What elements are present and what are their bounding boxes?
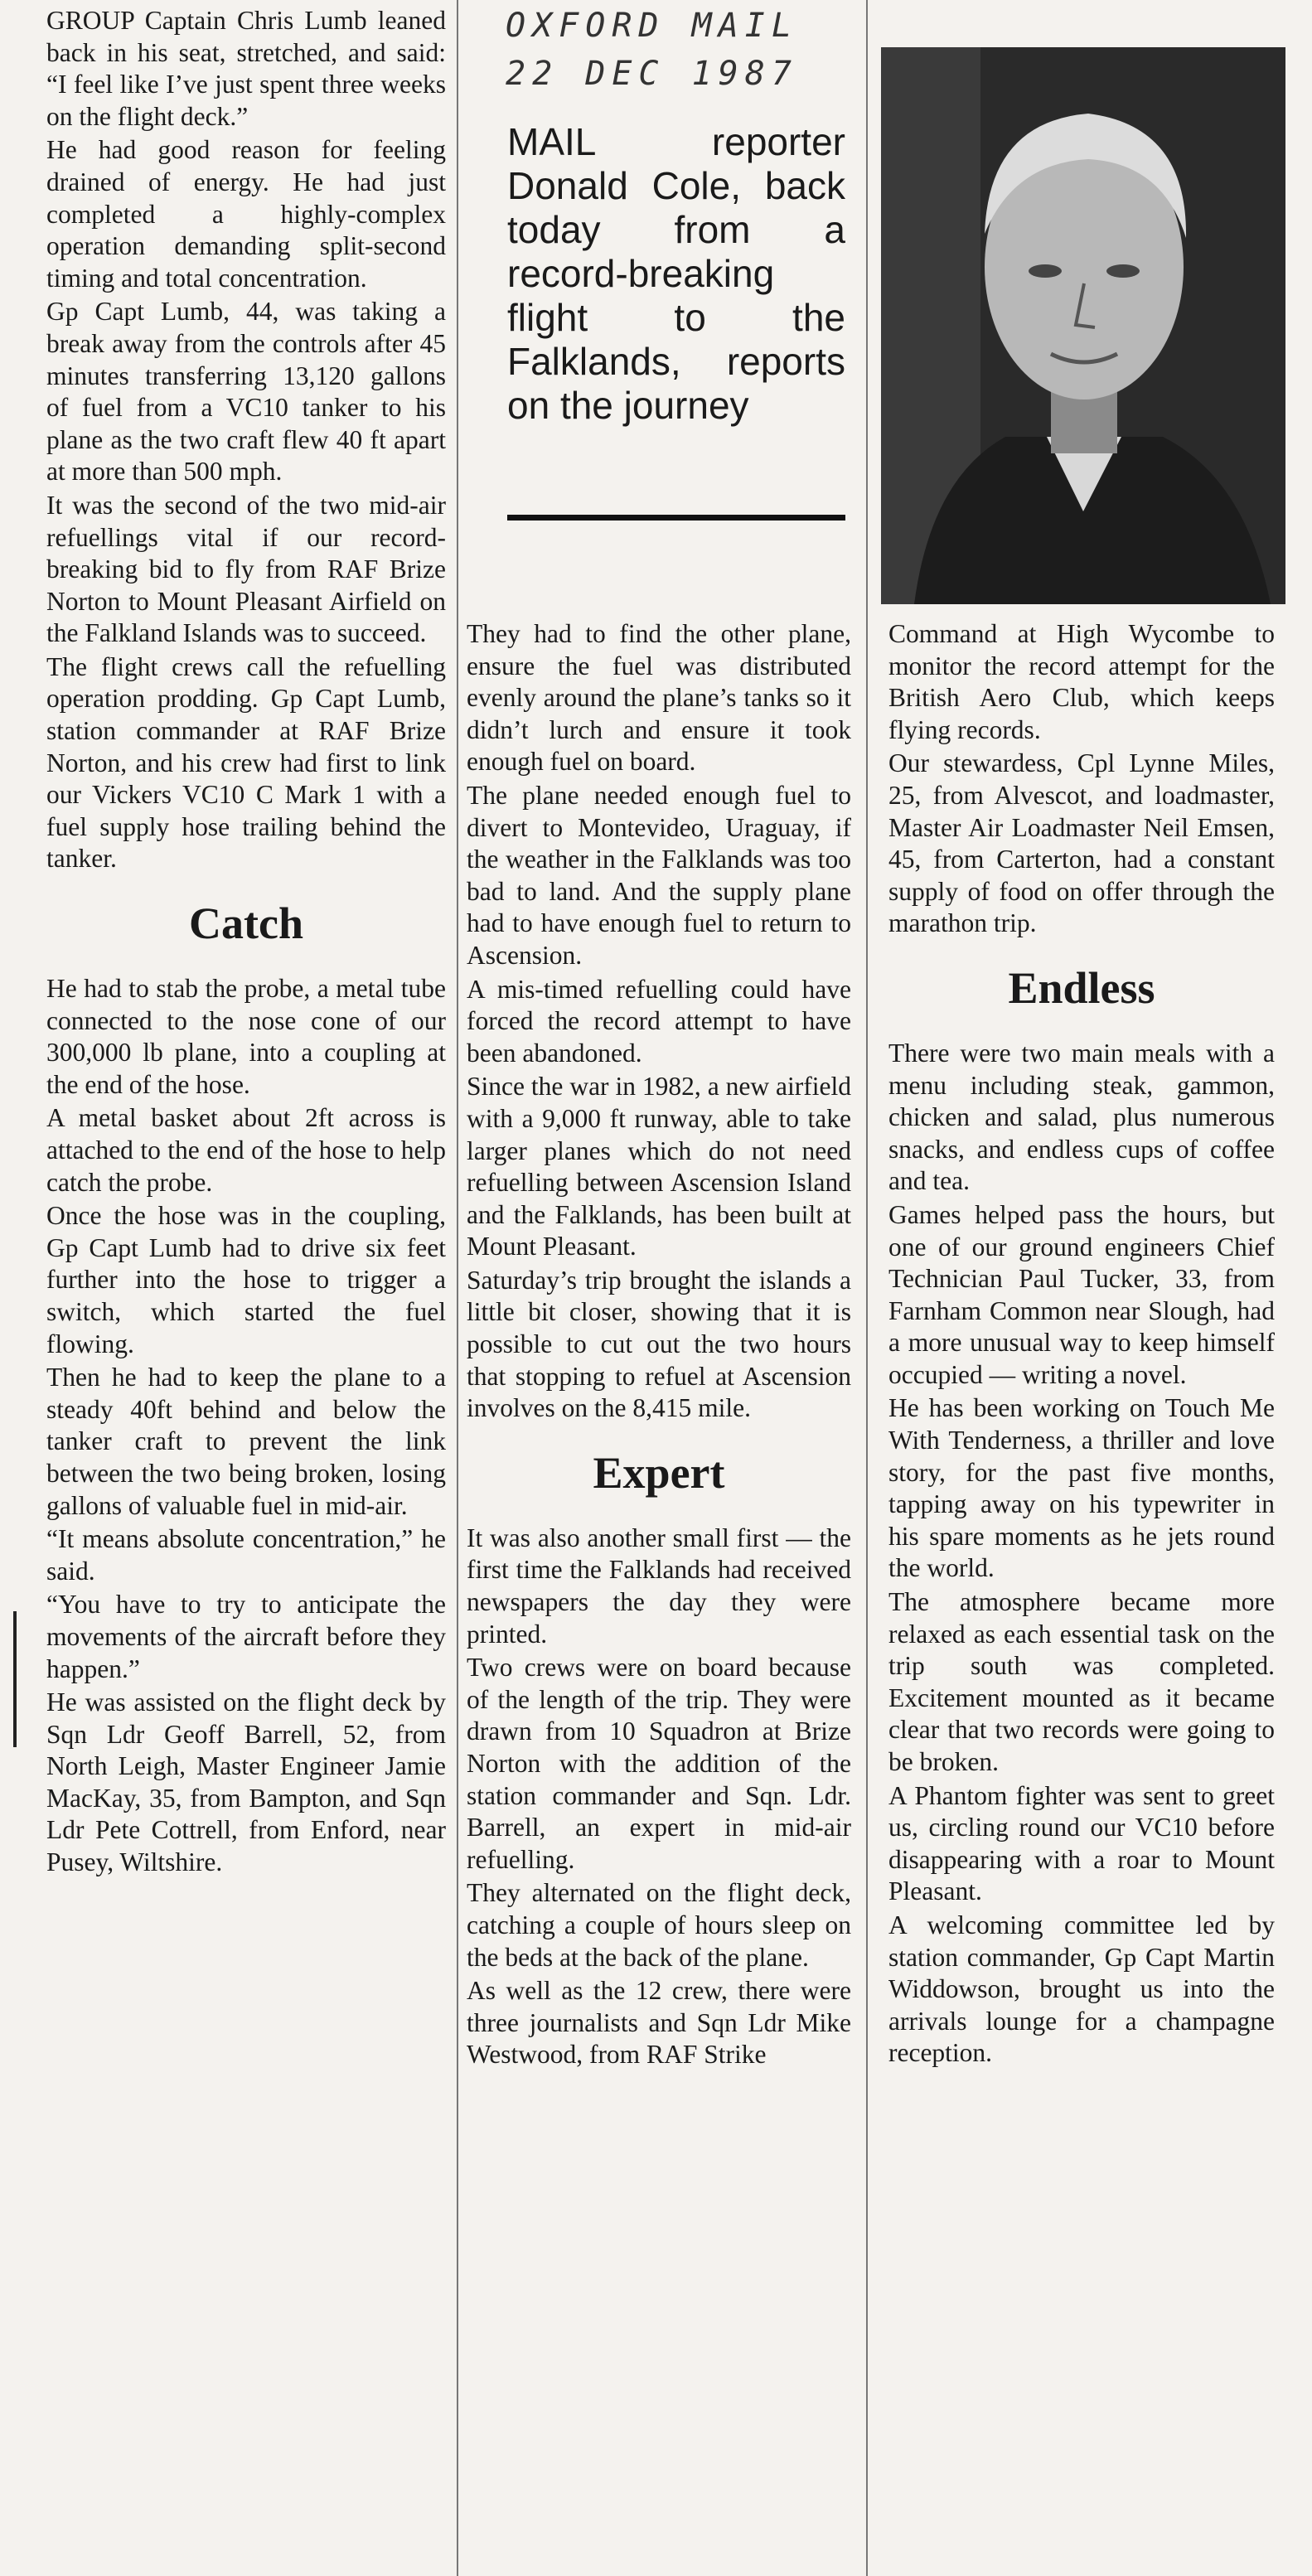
paragraph: Since the war in 1982, a new airfield with a 9,000 ft runway, able to take larger planes which do not need refuelling between Ascension Island and the Falklands, has been built at Mount Pleasant. bbox=[467, 1072, 851, 1261]
paragraph: He has been working on Touch Me With Tenderness, a thriller and love story, for the past five months, tapping away on his typewriter in his spare moments as he jets round the world. bbox=[888, 1393, 1275, 1583]
paragraph: GROUP Captain Chris Lumb leaned back in his seat, stretched, and said: “I feel like I’ve just spent three weeks on the flight deck.” bbox=[46, 6, 446, 131]
paragraph: Two crews were on board because of the length of the trip. They were drawn from 10 Squadron at Brize Norton with the addition of the station commander and Sqn. Ldr. Barrell, an expert in mid-air refuelling. bbox=[467, 1653, 851, 1874]
column-2 bbox=[467, 618, 851, 2071]
handwritten-source: OXFORD MAIL bbox=[506, 7, 798, 45]
handwritten-annotation bbox=[506, 2, 862, 98]
column-rule-left bbox=[457, 0, 458, 2576]
standfirst: MAIL reporter Donald Cole, back today from a record-breaking flight to the Falklands, reports on the journey bbox=[507, 120, 845, 521]
paragraph: It was also another small first — the first time the Falklands had received newspapers the day they were printed. bbox=[467, 1523, 851, 1649]
column-rule-right bbox=[866, 0, 868, 2576]
portrait-image bbox=[881, 47, 1285, 604]
paragraph: The plane needed enough fuel to divert to Montevideo, Uraguay, if the weather in the Falklands was too bad to land. And the supply plane had to have enough fuel to return to Ascension. bbox=[467, 780, 851, 970]
paragraph: A metal basket about 2ft across is attached to the end of the hose to help catch the probe. bbox=[46, 1103, 446, 1197]
paragraph: He had to stab the probe, a metal tube connected to the nose cone of our 300,000 lb plane, into a coupling at the end of the hose. bbox=[46, 974, 446, 1099]
handwritten-date: 22 DEC 1987 bbox=[506, 55, 798, 93]
reporter-photo bbox=[881, 47, 1285, 604]
paragraph: There were two main meals with a menu including steak, gammon, chicken and salad, plus numerous snacks, and endless cups of coffee and tea. bbox=[888, 1038, 1275, 1196]
paragraph: A Phantom fighter was sent to greet us, circling round our VC10 before disappearing with a roar to Mount Pleasant. bbox=[888, 1780, 1275, 1906]
paragraph: “You have to try to anticipate the movements of the aircraft before they happen.” bbox=[46, 1590, 446, 1683]
paragraph: Our stewardess, Cpl Lynne Miles, 25, from Alvescot, and loadmaster, Master Air Loadmaster Neil Emsen, 45, from Carterton, had a constant supply of food on offer through the marathon trip. bbox=[888, 748, 1275, 938]
paragraph: They had to find the other plane, ensure the fuel was distributed evenly around the plane’s tanks so it didn’t lurch and ensure it took enough fuel on board. bbox=[467, 619, 851, 777]
subheading-expert: Expert bbox=[593, 1447, 725, 1498]
paragraph: Gp Capt Lumb, 44, was taking a break away from the controls after 45 minutes transferring 13,120 gallons of fuel from a VC10 tanker to his plane as the two craft flew 40 ft apart at more than 500 mph. bbox=[46, 297, 446, 487]
paragraph: Games helped pass the hours, but one of our ground engineers Chief Technician Paul Tucker, 33, from Farnham Common near Slough, had a more unusual way to keep himself occupied — writing a novel. bbox=[888, 1199, 1275, 1389]
paragraph: Saturday’s trip brought the islands a little bit closer, showing that it is possible to cut out the two hours that stopping to refuel at Ascension involves on the 8,415 mile. bbox=[467, 1265, 851, 1423]
subheading-catch: Catch bbox=[189, 898, 303, 949]
column-3 bbox=[888, 618, 1275, 2070]
paragraph: Then he had to keep the plane to a steady 40ft behind and below the tanker craft to prevent the link between the two being broken, losing gallons of valuable fuel in mid-air. bbox=[46, 1363, 446, 1520]
column-1 bbox=[46, 5, 446, 1879]
paragraph: Command at High Wycombe to monitor the record attempt for the British Aero Club, which keeps flying records. bbox=[888, 619, 1275, 744]
paragraph: He was assisted on the flight deck by Sqn Ldr Geoff Barrell, 52, from North Leigh, Master Engineer Jamie MacKay, 35, from Bampton, and Sqn Ldr Pete Cottrell, from Enford, near Pusey, Wiltshire. bbox=[46, 1687, 446, 1877]
paragraph: The flight crews call the refuelling operation prodding. Gp Capt Lumb, station commander at RAF Brize Norton, and his crew had first to link our Vickers VC10 C Mark 1 with a fuel supply hose trailing behind the tanker. bbox=[46, 651, 446, 874]
paragraph: The atmosphere became more relaxed as each essential task on the trip south was completed. Excitement mounted as it became clear that two records were going to be broken. bbox=[888, 1587, 1275, 1776]
subheading-endless: Endless bbox=[1008, 962, 1155, 1013]
paragraph: A mis-timed refuelling could have forced the record attempt to have been abandoned. bbox=[467, 974, 851, 1068]
paragraph: A welcoming committee led by station commander, Gp Capt Martin Widdowson, brought us into the arrivals lounge for a champagne reception. bbox=[888, 1910, 1275, 2068]
paragraph: They alternated on the flight deck, catching a couple of hours sleep on the beds at the back of the plane. bbox=[467, 1878, 851, 1972]
margin-marker bbox=[13, 1611, 17, 1747]
paragraph: Once the hose was in the coupling, Gp Capt Lumb had to drive six feet further into the hose to trigger a switch, which started the fuel flowing. bbox=[46, 1201, 446, 1358]
paragraph: “It means absolute concentration,” he said. bbox=[46, 1524, 446, 1586]
paragraph: He had good reason for feeling drained of energy. He had just completed a highly-complex operation demanding split-second timing and total concentration. bbox=[46, 135, 446, 293]
paragraph: As well as the 12 crew, there were three journalists and Sqn Ldr Mike Westwood, from RAF Strike bbox=[467, 1976, 851, 2070]
paragraph: It was the second of the two mid-air refuellings vital if our record-breaking bid to fly from RAF Brize Norton to Mount Pleasant Airfield on the Falkland Islands was to succeed. bbox=[46, 490, 446, 648]
